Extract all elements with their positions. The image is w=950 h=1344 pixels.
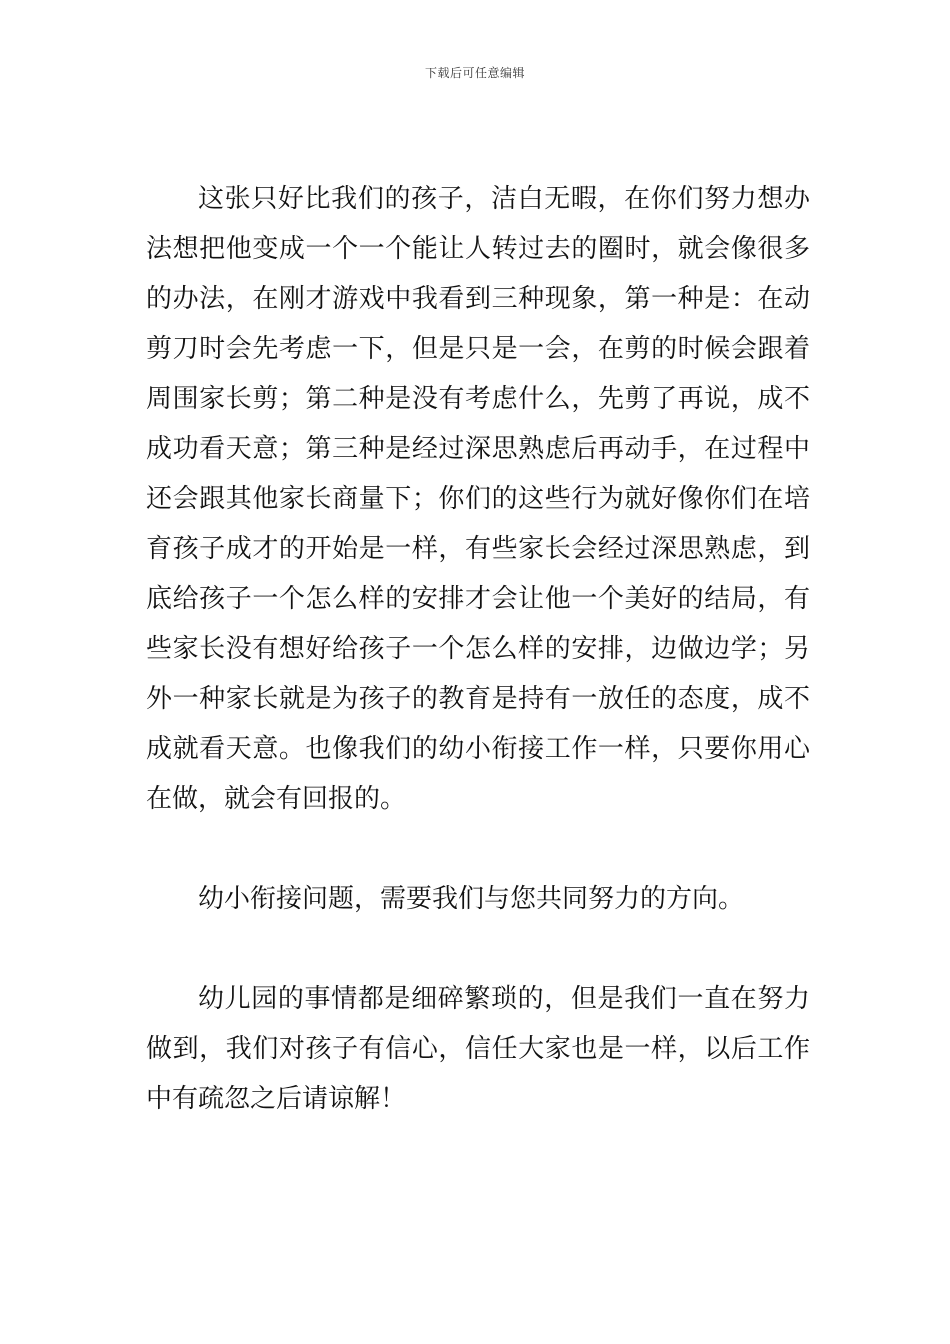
header-note: 下载后可任意编辑 — [424, 66, 525, 80]
document-body — [146, 174, 810, 1124]
paragraph-1: 这张只好比我们的孩子，洁白无暇，在你们努力想办法想把他变成一个一个能让人转过去的圈时，就会像很多的办法，在刚才游戏中我看到三种现象，第一种是：在动剪刀时会先考虑一下，但是只是一会，在剪的时候会跟着周围家长剪；第二种是没有考虑什么，先剪了再说，成不成功看天意；第三种是经过深思熟虑后再动手，在过程中还会跟其他家长商量下；你们的这些行为就好像你们在培育孩子成才的开始是一样，有些家长会经过深思熟虑，到底给孩子一个怎么样的安排才会让他一个美好的结局，有些家长没有想好给孩子一个怎么样的安排，边做边学；另外一种家长就是为孩子的教育是持有一放任的态度，成不成就看天意。也像我们的幼小衔接工作一样，只要你用心在做，就会有回报的。 — [146, 184, 810, 814]
paragraph-2: 幼小衔接问题，需要我们与您共同努力的方向。 — [198, 884, 745, 914]
paragraph-3: 幼儿园的事情都是细碎繁琐的，但是我们一直在努力做到，我们对孩子有信心，信任大家也是一样，以后工作中有疏忽之后请谅解！ — [146, 984, 810, 1114]
